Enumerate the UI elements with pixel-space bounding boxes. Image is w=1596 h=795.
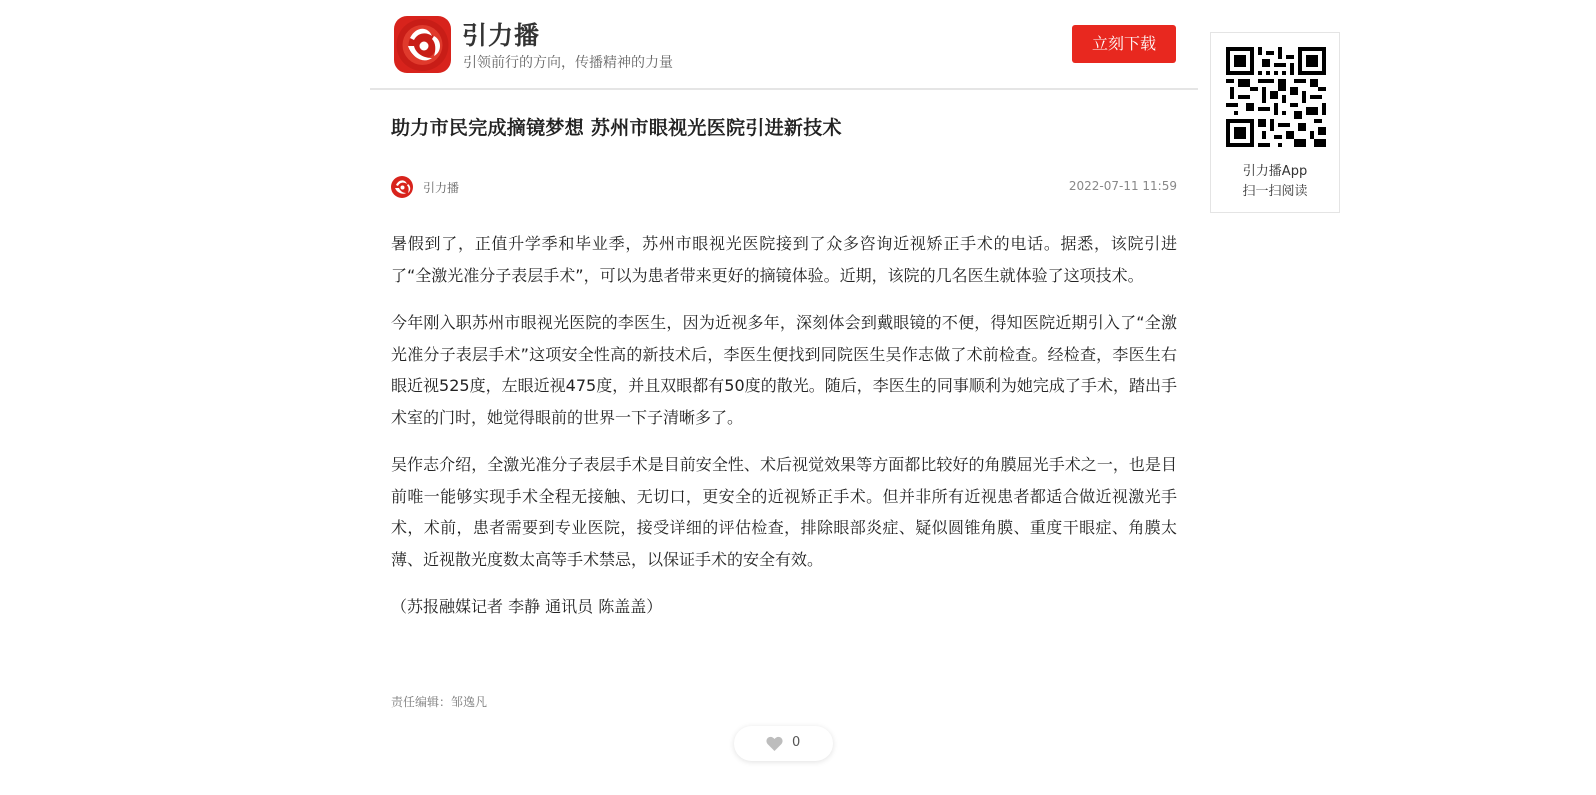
heart-icon (766, 736, 783, 751)
qr-card (1210, 32, 1340, 213)
like-button[interactable] (734, 726, 833, 761)
author-avatar-icon (391, 176, 413, 198)
article-date: 2022-07-11 11:59 (1068, 179, 1177, 193)
article-author[interactable]: 引力播 (423, 181, 460, 195)
like-count: 0 (792, 735, 801, 750)
article-paragraph: 吴作志介绍，全激光准分子表层手术是目前安全性、术后视觉效果等方面都比较好的角膜屈光手术之一，也是目前唯一能够实现手术全程无接触、无切口，更安全的近视矫正手术。但并非所有近视患者都适合做近视激光手术，术前，患者需要到专业医院，接受详细的评估检查，排除眼部炎症、疑似圆锥角膜、重度干眼症、角膜太薄、近视散光度数太高等手术禁忌，以保证手术的安全有效。 (391, 455, 1177, 569)
responsible-editor: 责任编辑：邹逸凡 (391, 695, 488, 709)
qr-caption-scan: 扫一扫阅读 (1242, 184, 1308, 199)
article-body (391, 228, 1177, 639)
article-credit: （苏报融媒记者 李静 通讯员 陈盖盖） (391, 597, 663, 616)
brand-slogan: 引领前行的方向，传播精神的力量 (463, 55, 673, 71)
app-logo-icon[interactable] (394, 16, 451, 73)
site-header (370, 0, 1198, 90)
qr-caption-app: 引力播App (1242, 164, 1308, 179)
qr-code (1226, 47, 1326, 147)
article-paragraph: 今年刚入职苏州市眼视光医院的李医生，因为近视多年，深刻体会到戴眼镜的不便，得知医院近期引入了“全激光准分子表层手术”这项安全性高的新技术后，李医生便找到同院医生吴作志做了术前检查。经检查，李医生右眼近视525度，左眼近视475度，并且双眼都有50度的散光。随后，李医生的同事顺利为她完成了手术，踏出手术室的门时，她觉得眼前的世界一下子清晰多了。 (391, 313, 1177, 427)
brand-name: 引力播 (462, 21, 541, 50)
article-title: 助力市民完成摘镜梦想 苏州市眼视光医院引进新技术 (391, 117, 842, 139)
article-paragraph: 暑假到了，正值升学季和毕业季，苏州市眼视光医院接到了众多咨询近视矫正手术的电话。据悉，该院引进了“全激光准分子表层手术”，可以为患者带来更好的摘镜体验。近期，该院的几名医生就体验了这项技术。 (391, 234, 1177, 285)
download-button[interactable]: 立刻下载 (1072, 25, 1176, 63)
